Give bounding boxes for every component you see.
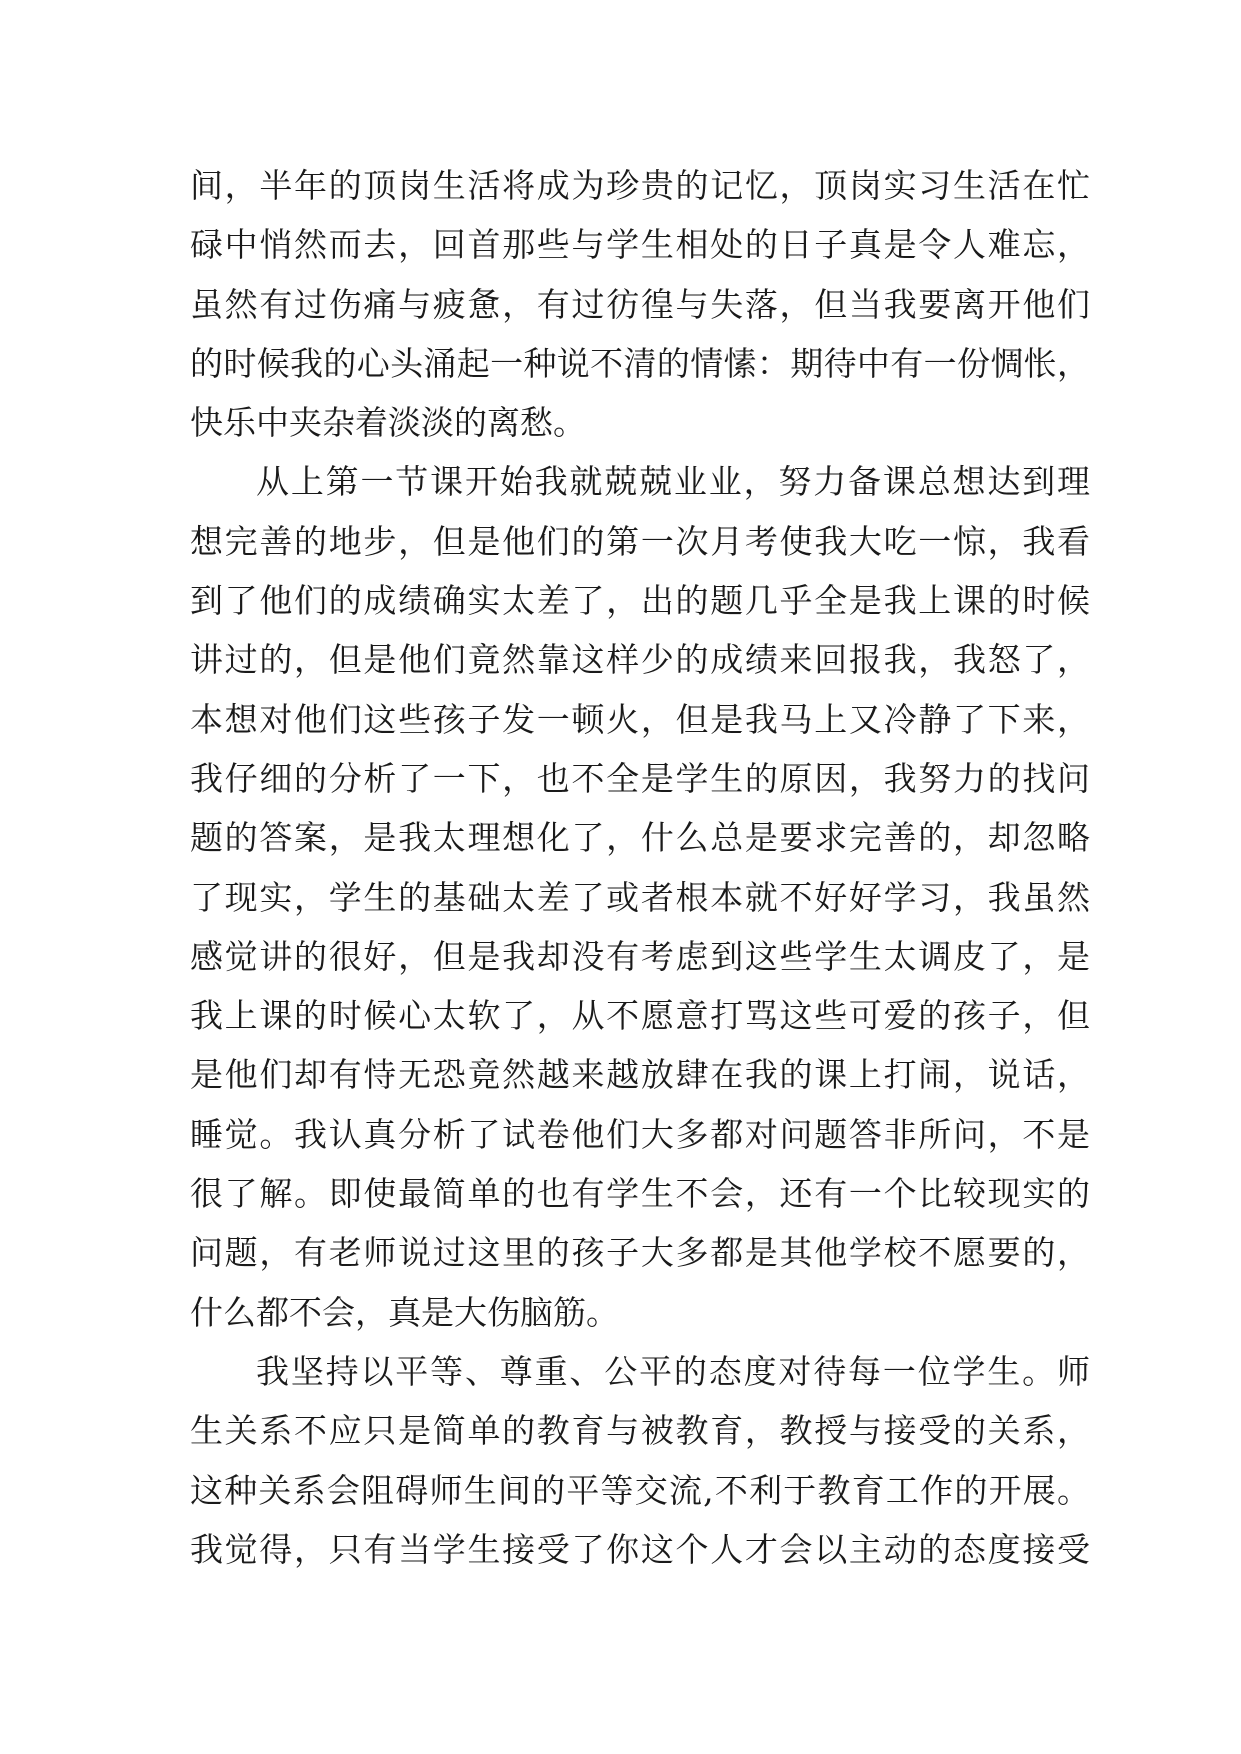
text-line: 很了解。即使最简单的也有学生不会，还有一个比较现实的 [190,1174,1090,1214]
text-line: 我觉得，只有当学生接受了你这个人才会以主动的态度接受 [190,1529,1090,1569]
paragraph-first-line: 从上第一节课开始我就兢兢业业，努力备课总想达到理 [256,462,1090,502]
text-line: 快乐中夹杂着淡淡的离愁。 [190,403,586,443]
text-line: 到了他们的成绩确实太差了，出的题几乎全是我上课的时候 [190,581,1090,621]
text-line: 题的答案，是我太理想化了，什么总是要求完善的，却忽略 [190,818,1090,858]
text-line: 想完善的地步，但是他们的第一次月考使我大吃一惊，我看 [190,521,1090,561]
text-line: 我仔细的分析了一下，也不全是学生的原因，我努力的找问 [190,758,1090,798]
text-line: 感觉讲的很好，但是我却没有考虑到这些学生太调皮了，是 [190,936,1090,976]
text-line: 虽然有过伤痛与疲惫，有过彷徨与失落，但当我要离开他们 [190,284,1090,324]
text-line: 间，半年的顶岗生活将成为珍贵的记忆，顶岗实习生活在忙 [190,166,1090,205]
text-line: 睡觉。我认真分析了试卷他们大多都对问题答非所问，不是 [190,1114,1090,1154]
text-line: 碌中悄然而去，回首那些与学生相处的日子真是令人难忘， [190,225,1090,265]
text-line: 生关系不应只是简单的教育与被教育，教授与接受的关系， [190,1411,1090,1451]
text-line: 我上课的时候心太软了，从不愿意打骂这些可爱的孩子，但 [190,996,1090,1036]
text-line: 是他们却有恃无恐竟然越来越放肆在我的课上打闹，说话， [190,1055,1090,1095]
text-line: 什么都不会，真是大伤脑筋。 [190,1292,619,1332]
text-line: 这种关系会阻碍师生间的平等交流,不利于教育工作的开展。 [190,1470,1090,1510]
paragraph-first-line: 我坚持以平等、尊重、公平的态度对待每一位学生。师 [256,1351,1090,1391]
text-line: 的时候我的心头涌起一种说不清的情愫：期待中有一份惆怅， [190,343,1090,383]
text-line: 讲过的，但是他们竟然靠这样少的成绩来回报我，我怒了， [190,640,1090,680]
document-body [190,156,1090,1579]
text-line: 本想对他们这些孩子发一顿火，但是我马上又冷静了下来， [190,699,1090,739]
text-line: 问题，有老师说过这里的孩子大多都是其他学校不愿要的， [190,1233,1090,1273]
text-line: 了现实，学生的基础太差了或者根本就不好好学习，我虽然 [190,877,1090,917]
